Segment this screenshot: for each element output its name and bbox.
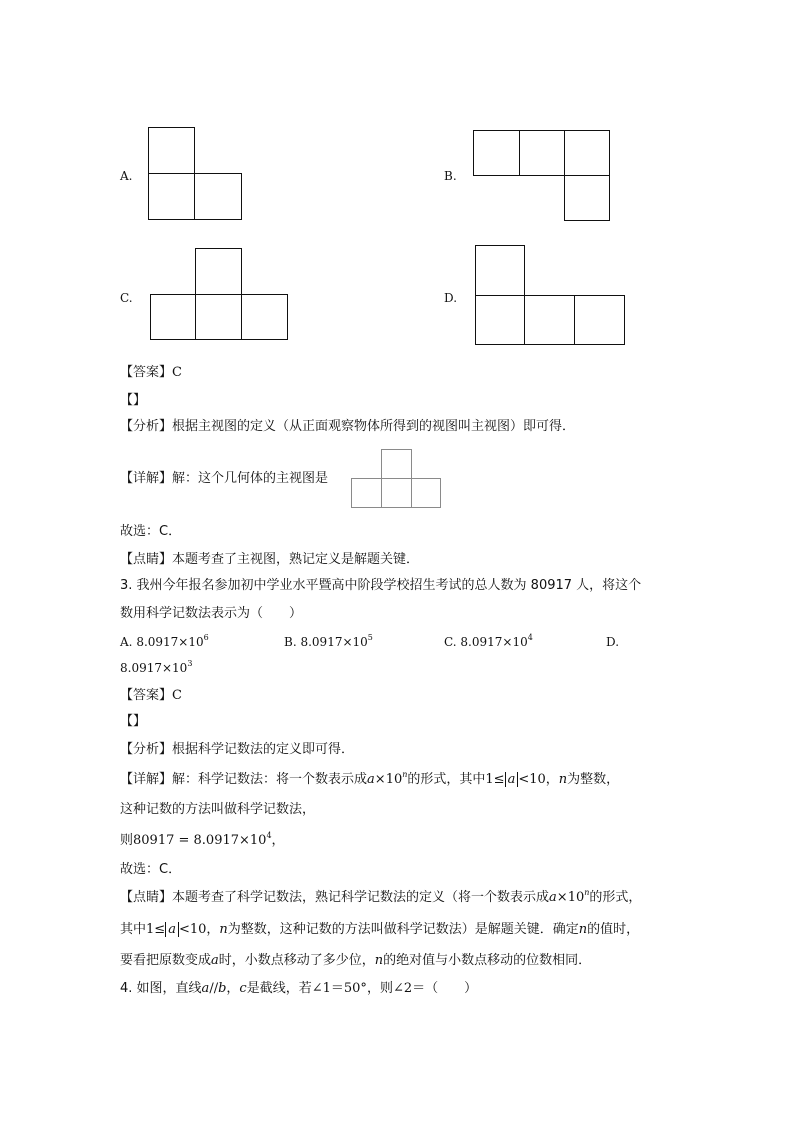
- detail-text: 解：这个几何体的主视图是: [172, 471, 329, 486]
- q3-stem-line1: 3. 我州今年报名参加初中学业水平暨高中阶段学校招生考试的总人数为 80917 人，将这个: [120, 578, 642, 593]
- figure-c-square: [150, 294, 196, 340]
- figure-b-square: [519, 130, 565, 176]
- q2-blank-bracket: 【】: [120, 393, 147, 408]
- option-b-letter: B.: [444, 169, 457, 183]
- q3-conclusion: 故选：C．: [120, 862, 182, 877]
- figure-d-square: [574, 295, 625, 345]
- figure-d-square: [475, 295, 525, 345]
- figure-a-square: [148, 127, 195, 174]
- q3-detail-line1: 【详解】解：科学记数法：将一个数表示成$a\times 10^n$的形式，其中1≤ a <10，n为整数，: [120, 769, 620, 787]
- option-d-letter: D.: [444, 291, 458, 305]
- detail-label: 【详解】: [120, 471, 173, 486]
- figure-a-square: [148, 173, 195, 220]
- main-view-square: [351, 478, 382, 508]
- main-view-square: [411, 478, 441, 508]
- q3-detail-line2: 这种记数的方法叫做科学记数法，: [120, 802, 316, 817]
- q3-blank-bracket: 【】: [120, 714, 147, 729]
- answer-value: C: [172, 365, 182, 380]
- figure-c-square: [195, 294, 242, 340]
- figure-d-square: [475, 245, 525, 296]
- comment-label: 【点睛】: [120, 890, 173, 905]
- option-c-letter: C.: [120, 291, 133, 305]
- main-view-square: [381, 449, 412, 479]
- q3-comment-line2: 其中1≤ a <10，n为整数，这种记数的方法叫做科学记数法）是解题关键．确定n的值时，: [120, 922, 640, 937]
- q3-comment-line3: 要看把原数变成a时，小数点移动了多少位，n的绝对值与小数点移动的位数相同．: [120, 953, 592, 968]
- comment-label: 【点睛】: [120, 552, 173, 567]
- q2-comment: [120, 551, 419, 569]
- q2-analysis: [120, 418, 575, 436]
- comment-text: 本题考查了主视图，熟记定义是解题关键．: [172, 552, 420, 567]
- figure-b-square: [564, 130, 610, 176]
- q3-option-d-letter[interactable]: D.: [606, 635, 620, 649]
- q3-option-d-value[interactable]: $8.0917\times 10^3$: [120, 659, 193, 675]
- answer-label: 【答案】: [120, 365, 173, 380]
- figure-c-square: [195, 248, 242, 295]
- analysis-label: 【分析】: [120, 742, 173, 757]
- figure-d-square: [524, 295, 575, 345]
- main-view-square: [381, 478, 412, 508]
- q2-conclusion: 故选：C．: [120, 524, 182, 539]
- q3-comment-line1: 【点睛】本题考查了科学记数法，熟记科学记数法的定义（将一个数表示成$a\times 10^n$的形式，: [120, 887, 642, 905]
- q3-option-c[interactable]: C. $8.0917\times 10^4$: [444, 633, 533, 649]
- option-a-letter: A.: [120, 169, 133, 183]
- q2-answer: [120, 364, 182, 382]
- q4-stem: 4. 如图，直线a//b，c是截线，若∠1＝50°，则∠2＝（ ）: [120, 981, 478, 996]
- analysis-label: 【分析】: [120, 419, 173, 434]
- q2-detail: [120, 470, 328, 488]
- answer-label: 【答案】: [120, 688, 173, 703]
- figure-a-square: [194, 173, 242, 220]
- figure-c-square: [241, 294, 288, 340]
- q3-analysis: [120, 741, 354, 759]
- figure-b-square: [564, 175, 610, 221]
- analysis-text: 根据科学记数法的定义即可得．: [172, 742, 355, 757]
- q3-stem-line2: 数用科学记数法表示为（ ）: [120, 606, 303, 621]
- q3-detail-line3: 则$80917 = 8.0917\times 10^4$，: [120, 830, 285, 848]
- analysis-text: 根据主视图的定义（从正面观察物体所得到的视图叫主视图）即可得．: [172, 419, 576, 434]
- answer-value: C: [172, 688, 182, 703]
- detail-label: 【详解】: [120, 772, 173, 787]
- q3-option-a[interactable]: A. $8.0917\times 10^6$: [120, 633, 209, 649]
- figure-b-square: [473, 130, 520, 176]
- q3-option-b[interactable]: B. $8.0917\times 10^5$: [284, 633, 373, 649]
- q3-answer: [120, 687, 182, 705]
